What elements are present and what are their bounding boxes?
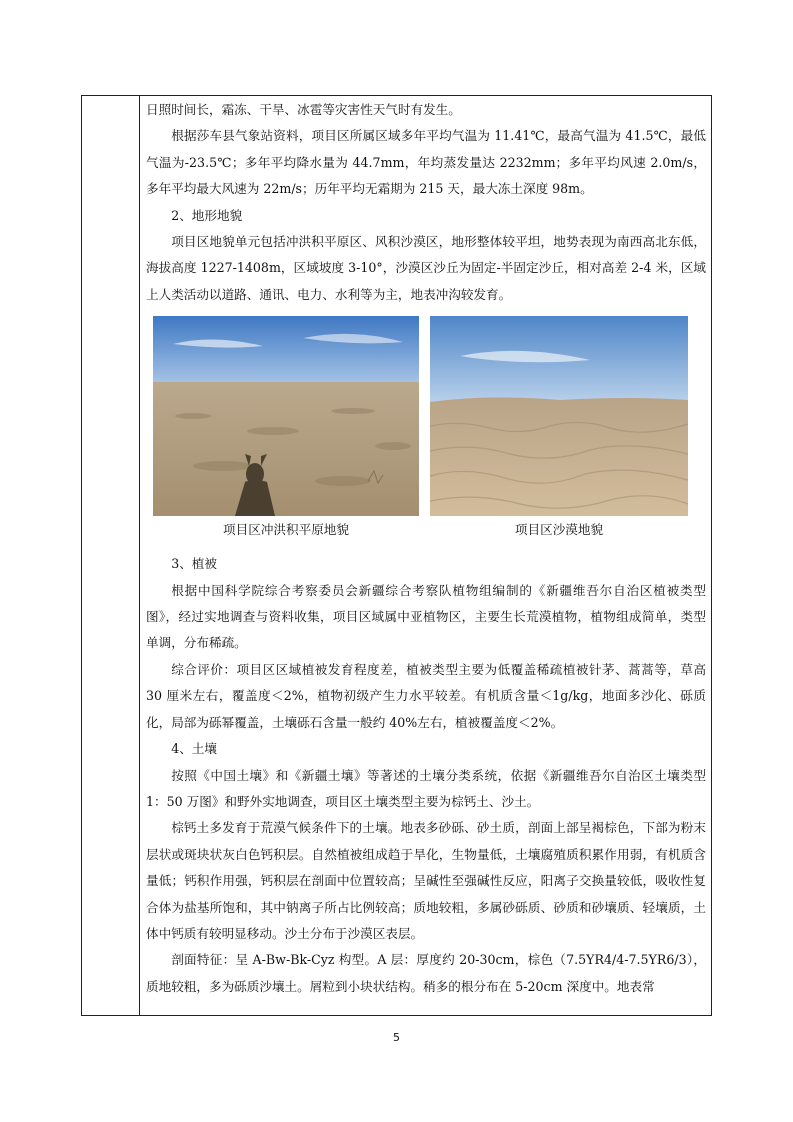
paragraph-vegetation-source: 根据中国科学院综合考察委员会新疆综合考察队植物组编制的《新疆维吾尔自治区植被类型图》，经过实地调查与资料收集，项目区域属中亚植物区，主要生长荒漠植物，植物组成简单，类型单调，分布稀疏。: [146, 582, 706, 651]
alluvial-plain-caption: 项目区冲洪积平原地貌: [223, 522, 349, 538]
paragraph-landform: 项目区地貌单元包括冲洪积平原区、风积沙漠区，地形整体较平坦，地势表现为南西高北东低，海拔高度 1227-1408m，区域坡度 3-10°，沙漠区沙丘为固定-半固定沙丘，相对高差 2-4 米，区域上人类活动以道路、通讯、电力、水利等为主，地表冲沟较发育。: [146, 234, 706, 302]
paragraph-climate: 根据莎车县气象站资料，项目区所属区域多年平均气温为 11.41℃，最高气温为 41.5℃，最低气温为-23.5℃；多年平均降水量为 44.7mm，年均蒸发量达 2232mm；多年平均风速 2.0m/s，多年平均最大风速为 22m/s；历年平均无霜期为 215 天，最大冻土深度 98m。: [146, 128, 706, 197]
heading-vegetation: 3、植被: [171, 556, 217, 572]
page-number: 5: [393, 1031, 400, 1044]
desert-caption: 项目区沙漠地貌: [514, 522, 604, 538]
table-column-divider: [139, 95, 140, 1016]
document-content: [146, 97, 706, 1000]
desert-photo: [430, 316, 688, 516]
paragraph-profile-features: 剖面特征：呈 A-Bw-Bk-Cyz 构型。A 层：厚度约 20-30cm，棕色（7.5YR4/4-7.5YR6/3），质地较粗，多为砾质沙壤土。屑粒到小块状结构。稍多的根分布在 5-20cm 深度中。地表常: [146, 952, 706, 994]
heading-landform: 2、地形地貌: [171, 207, 243, 223]
heading-soil: 4、土壤: [171, 741, 217, 757]
paragraph-weather-cont: 日照时间长，霜冻、干旱、冰雹等灾害性天气时有发生。: [146, 102, 461, 117]
photo-row: [146, 316, 706, 551]
paragraph-vegetation-evaluation: 综合评价：项目区区域植被发育程度差，植被类型主要为低覆盖稀疏植被针茅、蒿蒿等，草高 30 厘米左右，覆盖度＜2%，植物初级产生力水平较差。有机质含量＜1g/kg，地面多沙化、砾质化，局部为砾幂覆盖，土壤砾石含量一般约 40%左右，植被覆盖度＜2%。: [146, 661, 706, 730]
paragraph-brown-calcic-soil: 棕钙土多发育于荒漠气候条件下的土壤。地表多砂砾、砂土质，剖面上部呈褐棕色，下部为粉末层状或斑块状灰白色钙积层。自然植被组成趋于旱化，生物量低，土壤腐殖质积累作用弱，有机质含量低；钙积作用强，钙积层在剖面中位置较高；呈碱性至强碱性反应，阳离子交换量较低，吸收性复合体为盐基所饱和，其中钠离子所占比例较高；质地较粗，多属砂砾质、砂质和砂壤质、轻壤质，土体中钙质有较明显移动。沙土分布于沙漠区表层。: [146, 820, 706, 941]
paragraph-soil-classification: 按照《中国土壤》和《新疆土壤》等著述的土壤分类系统，依据《新疆维吾尔自治区土壤类型 1：50 万图》和野外实地调查，项目区土壤类型主要为棕钙土、沙土。: [146, 767, 706, 809]
alluvial-plain-photo: [153, 316, 419, 516]
